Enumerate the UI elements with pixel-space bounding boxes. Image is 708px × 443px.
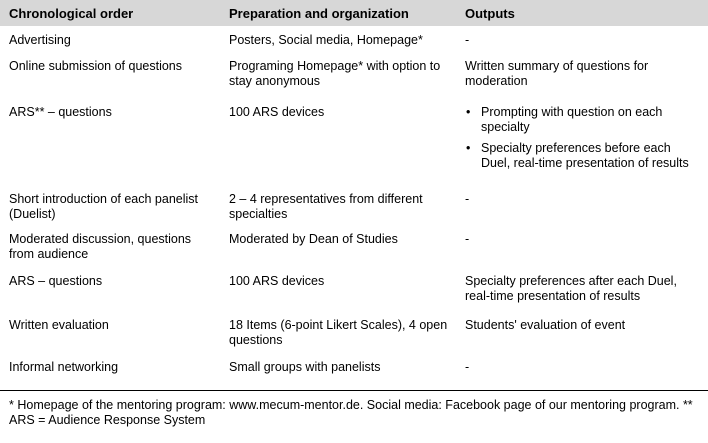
cell-outputs: Specialty preferences after each Duel, real-time presentation of results <box>465 274 677 303</box>
table-row <box>0 270 708 314</box>
cell-outputs: - <box>456 356 708 391</box>
cell-outputs: Written summary of questions for moderation <box>465 59 649 88</box>
header-preparation: Preparation and organization <box>220 0 456 26</box>
table-footnote: * Homepage of the mentoring program: www.mecum-mentor.de. Social media: Facebook page of our mentoring program. ** ARS = Audience Response System <box>9 398 693 427</box>
table-row <box>0 26 708 55</box>
table-row <box>0 356 708 391</box>
cell-outputs: Students' evaluation of event <box>465 318 626 332</box>
cell-prep: 100 ARS devices <box>229 105 325 119</box>
header-chronological-order: Chronological order <box>0 0 220 26</box>
cell-order: Written evaluation <box>9 318 109 332</box>
cell-prep: 2 – 4 representatives from different specialties <box>229 192 423 221</box>
bullet-icon: • <box>466 141 471 155</box>
cell-order: ARS – questions <box>9 274 103 288</box>
table-row <box>0 101 708 188</box>
cell-order: Online submission of questions <box>9 59 183 73</box>
cell-prep: Posters, Social media, Homepage* <box>229 33 423 47</box>
table-header-row <box>0 0 708 26</box>
cell-prep: 18 Items (6-point Likert Scales), 4 open questions <box>229 318 448 347</box>
cell-order: Short introduction of each panelist (Duelist) <box>9 192 199 221</box>
cell-outputs: - <box>465 33 470 47</box>
cell-order: Advertising <box>9 33 71 47</box>
cell-order: Moderated discussion, questions from audience <box>9 232 192 261</box>
header-outputs: Outputs <box>456 0 708 26</box>
list-item <box>465 105 702 135</box>
cell-outputs: - <box>465 232 470 246</box>
table-row <box>0 228 708 270</box>
outputs-list <box>465 105 702 171</box>
cell-prep: Moderated by Dean of Studies <box>229 232 398 246</box>
list-item <box>465 141 702 171</box>
list-item-text: Specialty preferences before each Duel, real-time presentation of results <box>481 141 689 170</box>
cell-outputs <box>456 101 708 188</box>
cell-order: ARS** – questions <box>9 105 112 119</box>
cell-prep: Small groups with panelists <box>220 356 456 391</box>
cell-prep: 100 ARS devices <box>229 274 325 288</box>
table-row <box>0 188 708 228</box>
bullet-icon: • <box>466 105 471 119</box>
table-row <box>0 55 708 101</box>
cell-prep: Programing Homepage* with option to stay anonymous <box>229 59 441 88</box>
table-row <box>0 314 708 356</box>
cell-order: Informal networking <box>0 356 220 391</box>
cell-outputs: - <box>465 192 470 206</box>
list-item-text: Prompting with question on each specialty <box>481 105 663 134</box>
